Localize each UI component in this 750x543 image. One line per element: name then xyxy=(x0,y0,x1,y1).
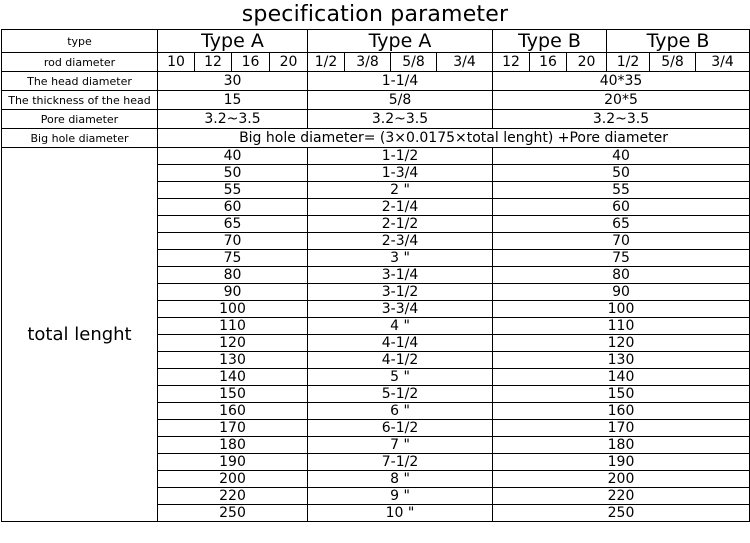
head-diameter-row xyxy=(2,72,750,91)
length-cell: 120 xyxy=(158,335,308,352)
length-cell: 200 xyxy=(493,471,750,488)
length-cell: 170 xyxy=(158,420,308,437)
length-cell: 150 xyxy=(493,386,750,403)
length-cell: 1-3/4 xyxy=(308,165,493,182)
length-cell: 190 xyxy=(493,454,750,471)
rod-cell: 3/8 xyxy=(345,53,391,72)
length-cell: 5-1/2 xyxy=(308,386,493,403)
rod-cell: 1/2 xyxy=(308,53,345,72)
length-cell: 8 " xyxy=(308,471,493,488)
length-cell: 2-1/2 xyxy=(308,216,493,233)
rod-cell: 10 xyxy=(158,53,195,72)
length-cell: 220 xyxy=(158,488,308,505)
pore-diameter-label: Pore diameter xyxy=(2,110,158,129)
length-cell: 9 " xyxy=(308,488,493,505)
pore-diameter-a2: 3.2~3.5 xyxy=(308,110,493,129)
length-cell: 140 xyxy=(158,369,308,386)
page-title: specification parameter xyxy=(241,2,509,27)
head-thickness-row xyxy=(2,91,750,110)
head-diameter-a1: 30 xyxy=(158,72,308,91)
rod-diameter-label: rod diameter xyxy=(2,53,158,72)
length-cell: 50 xyxy=(158,165,308,182)
length-cell: 3-1/2 xyxy=(308,284,493,301)
length-cell: 1-1/2 xyxy=(308,148,493,165)
length-cell: 190 xyxy=(158,454,308,471)
length-cell: 5 " xyxy=(308,369,493,386)
length-cell: 80 xyxy=(493,267,750,284)
length-cell: 200 xyxy=(158,471,308,488)
big-hole-formula: Big hole diameter= (3×0.0175×total lenght) +Pore diameter xyxy=(158,129,750,148)
length-cell: 55 xyxy=(158,182,308,199)
length-cell: 90 xyxy=(158,284,308,301)
length-cell: 40 xyxy=(493,148,750,165)
rod-cell: 5/8 xyxy=(391,53,437,72)
length-cell: 60 xyxy=(493,199,750,216)
length-cell: 55 xyxy=(493,182,750,199)
length-cell: 2-3/4 xyxy=(308,233,493,250)
head-thickness-b: 20*5 xyxy=(493,91,750,110)
rod-cell: 1/2 xyxy=(607,53,650,72)
length-cell: 100 xyxy=(493,301,750,318)
length-cell: 250 xyxy=(493,505,750,522)
big-hole-label: Big hole diameter xyxy=(2,129,158,148)
length-cell: 120 xyxy=(493,335,750,352)
type-b-2: Type B xyxy=(607,30,750,53)
type-a-1: Type A xyxy=(158,30,308,53)
length-cell: 6-1/2 xyxy=(308,420,493,437)
type-a-2: Type A xyxy=(308,30,493,53)
pore-diameter-b: 3.2~3.5 xyxy=(493,110,750,129)
length-cell: 60 xyxy=(158,199,308,216)
length-cell: 130 xyxy=(493,352,750,369)
length-cell: 140 xyxy=(493,369,750,386)
rod-cell: 16 xyxy=(232,53,270,72)
length-cell: 65 xyxy=(158,216,308,233)
length-cell: 2 " xyxy=(308,182,493,199)
length-cell: 160 xyxy=(158,403,308,420)
length-cell: 180 xyxy=(493,437,750,454)
pore-diameter-a1: 3.2~3.5 xyxy=(158,110,308,129)
rod-diameter-row xyxy=(2,53,750,72)
rod-cell: 20 xyxy=(270,53,308,72)
head-thickness-label: The thickness of the head xyxy=(2,91,158,110)
length-cell: 250 xyxy=(158,505,308,522)
length-cell: 3-1/4 xyxy=(308,267,493,284)
type-b-1: Type B xyxy=(493,30,607,53)
length-cell: 90 xyxy=(493,284,750,301)
length-cell: 130 xyxy=(158,352,308,369)
big-hole-row xyxy=(2,129,750,148)
length-cell: 170 xyxy=(493,420,750,437)
length-cell: 80 xyxy=(158,267,308,284)
head-diameter-label: The head diameter xyxy=(2,72,158,91)
length-cell: 160 xyxy=(493,403,750,420)
length-cell: 75 xyxy=(493,250,750,267)
rod-cell: 3/4 xyxy=(696,53,750,72)
length-cell: 100 xyxy=(158,301,308,318)
length-cell: 150 xyxy=(158,386,308,403)
length-cell: 10 " xyxy=(308,505,493,522)
rod-cell: 16 xyxy=(530,53,567,72)
length-cell: 7-1/2 xyxy=(308,454,493,471)
head-diameter-a2: 1-1/4 xyxy=(308,72,493,91)
spec-table xyxy=(1,29,750,522)
length-cell: 110 xyxy=(493,318,750,335)
rod-cell: 20 xyxy=(567,53,607,72)
rod-cell: 12 xyxy=(195,53,232,72)
type-label: type xyxy=(2,30,158,53)
length-cell: 220 xyxy=(493,488,750,505)
total-length-label: total lenght xyxy=(2,148,158,522)
rod-cell: 12 xyxy=(493,53,530,72)
pore-diameter-row xyxy=(2,110,750,129)
length-cell: 6 " xyxy=(308,403,493,420)
head-diameter-b: 40*35 xyxy=(493,72,750,91)
type-row xyxy=(2,30,750,53)
length-cell: 4-1/4 xyxy=(308,335,493,352)
length-cell: 4-1/2 xyxy=(308,352,493,369)
length-cell: 70 xyxy=(158,233,308,250)
length-cell: 4 " xyxy=(308,318,493,335)
head-thickness-a2: 5/8 xyxy=(308,91,493,110)
length-cell: 7 " xyxy=(308,437,493,454)
length-cell: 110 xyxy=(158,318,308,335)
rod-cell: 5/8 xyxy=(650,53,696,72)
head-thickness-a1: 15 xyxy=(158,91,308,110)
length-row xyxy=(2,148,750,165)
length-cell: 70 xyxy=(493,233,750,250)
rod-cell: 3/4 xyxy=(437,53,493,72)
length-cell: 65 xyxy=(493,216,750,233)
length-cell: 180 xyxy=(158,437,308,454)
length-cell: 50 xyxy=(493,165,750,182)
length-cell: 3-3/4 xyxy=(308,301,493,318)
length-cell: 40 xyxy=(158,148,308,165)
length-cell: 75 xyxy=(158,250,308,267)
length-cell: 3 " xyxy=(308,250,493,267)
length-cell: 2-1/4 xyxy=(308,199,493,216)
